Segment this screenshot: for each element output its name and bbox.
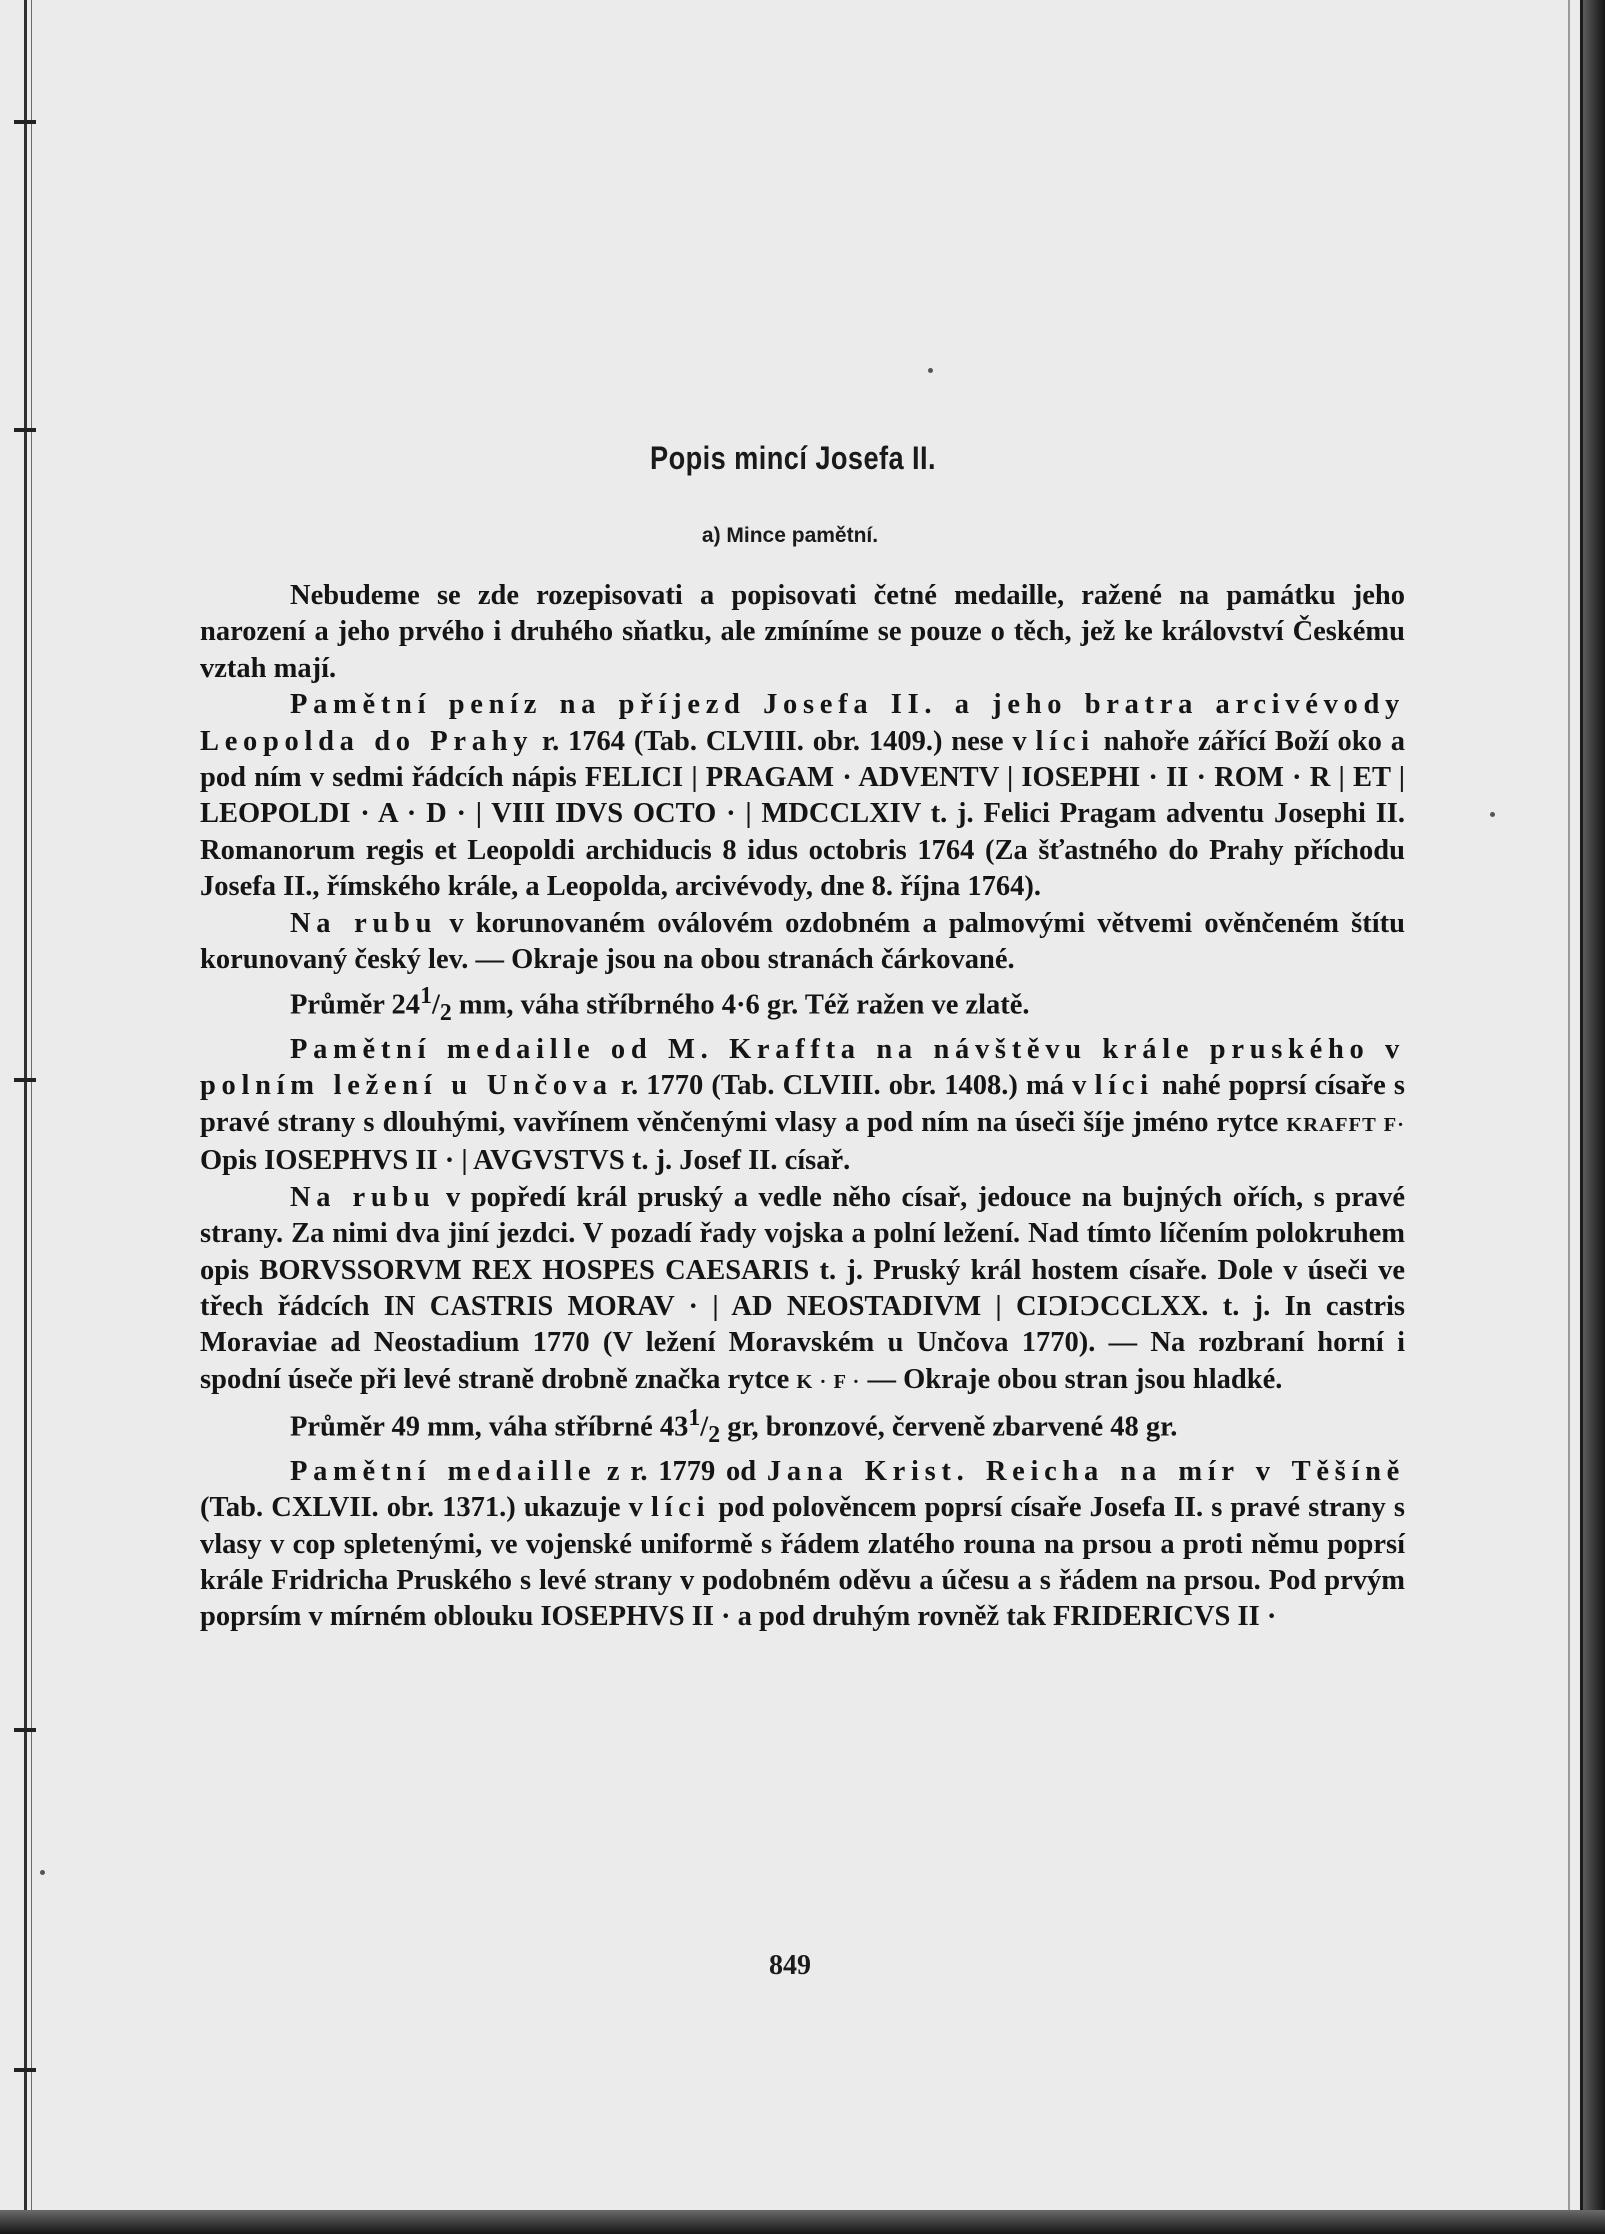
binding-edge-thin: [31, 0, 32, 2210]
paragraph-text: r. 1764 (Tab. CLVIII. obr. 1409.) nese v: [533, 725, 1036, 757]
paragraph-text: z r. 1779 od: [596, 1455, 767, 1487]
paragraph: Průměr 49 mm, váha stříbrné $43^1/_2$ gr, bronzové, červeně zbarvené 48 gr.: [290, 1405, 1178, 1449]
scan-shadow-right: [1583, 0, 1605, 2234]
spaced-heading: Pamětní medaille od M. Kraffta na návštěvu krále pruského v polním ležení u Unčova: [200, 1034, 1405, 1102]
fraction-numerator: 1: [688, 1405, 701, 1432]
paragraph-text: nahé poprsí císaře s pravé strany s dlouhými, vavřínem věnčenými vlasy a pod ním na úseči šíje jméno rytce: [200, 1070, 1405, 1138]
paragraph: [200, 1032, 1405, 1180]
page-edge: [1568, 0, 1570, 2210]
paragraph: [200, 1454, 1405, 1636]
paragraph: [200, 1180, 1405, 1400]
speck: [928, 368, 933, 373]
paragraph-text: — Okraje obou stran jsou hladké.: [860, 1363, 1283, 1395]
fraction-denominator: 2: [439, 1000, 452, 1027]
body-text: [200, 578, 1405, 1636]
paragraph: Nebudeme se zde rozepisovati a popisovati četné medaille, ražené na památku jeho narození a jeho prvého i druhého sňatku, ale zmíníme se pouze o těch, jež ke království Českému vztah mají.: [200, 580, 1405, 684]
margin-mark: [14, 120, 36, 124]
paragraph-text: mm, váha stříbrného 4·6 gr. Též ražen ve zlatě.: [451, 989, 1030, 1021]
paragraph-text: Průměr 24: [290, 989, 421, 1021]
paragraph-text: nahoře zářící Boží oko a pod ním v sedmi řádcích nápis FELICI | PRAGAM · ADVENTV | IOSEPHI · II · ROM · R | ET | LEOPOLDI · A · D · | VIII IDVS OCTO · | MDCCLXIV t. j. Felici Pragam adventu Josephi II. Romanorum regis et Leopoldi archiducis 8 idus octobris 1764 (Za šťastného do Prahy příchodu Josefa II., římského krále, a Leopolda, arcivévody, dne 8. října 1764).: [200, 725, 1406, 903]
section-heading: a) Mince pamětní.: [701, 524, 879, 547]
fraction-numerator: 1: [420, 983, 432, 1010]
spaced-heading: Na rubu: [290, 907, 438, 939]
paragraph-text: v korunovaném oválovém ozdobném a palmovými větvemi ověnčeném štítu korunovaný český lev. — Okraje jsou na obou stranách čárkované.: [200, 907, 1406, 976]
engraver-mark: KRAFFT F·: [1286, 1113, 1405, 1136]
paragraph-text: gr, bronzové, červeně zbarvené 48 gr.: [720, 1411, 1178, 1443]
spaced-heading: Na rubu: [290, 1181, 436, 1213]
paragraph: [200, 687, 1405, 905]
spaced-word: líci: [1094, 1070, 1154, 1102]
margin-mark: [14, 428, 36, 432]
page-number: 849: [769, 1950, 811, 1981]
fraction-denominator: 2: [708, 1422, 721, 1449]
margin-mark: [14, 1728, 36, 1732]
spaced-word: líci: [651, 1492, 711, 1524]
paragraph-text: r. 1770 (Tab. CLVIII. obr. 1408.) má v: [612, 1070, 1095, 1102]
paragraph-text: pod polověncem poprsí císaře Josefa II. s pravé strany s vlasy v cop spletenými, ve vojenské uniformě s řádem zlatého rouna na prsou a proti němu poprsí krále Fridricha Pruského s levé strany v podobném oděvu a účesu a s řádem na prsou. Pod prvým poprsím v mírném oblouku IOSEPHVS II · a pod druhým rovněž tak FRIDERICVS II ·: [200, 1492, 1405, 1633]
margin-mark: [14, 2068, 36, 2072]
binding-edge: [24, 0, 27, 2210]
page-title: Popis mincí Josefa II.: [650, 440, 936, 476]
paragraph: [200, 906, 1405, 979]
engraver-mark: K · F ·: [796, 1370, 861, 1393]
scan-shadow-bottom: [0, 2210, 1605, 2234]
paragraph: Průměr $24^1/_2$ mm, váha stříbrného 4·6 gr. Též ražen ve zlatě.: [290, 983, 1030, 1027]
margin-mark: [14, 1078, 36, 1082]
spaced-heading: Pamětní peníz na příjezd Josefa II. a jeho bratra arcivévody Leopolda do Prahy: [200, 689, 1405, 757]
paragraph-text: (Tab. CXLVII. obr. 1371.) ukazuje v: [200, 1492, 652, 1524]
spaced-word: líci: [1035, 725, 1095, 757]
paragraph-text: Průměr 49 mm, váha stříbrné 43: [290, 1411, 689, 1443]
paragraph-text: v popředí král pruský a vedle něho císař, jedouce na bujných ořích, s pravé strany. Za nimi dva jiní jezdci. V pozadí řady vojska a polní ležení. Nad tímto líčením polokruhem opis BORVSSORVM REX HOSPES CAESARIS t. j. Pruský král hostem císaře. Dole v úseči ve třech řádcích IN CASTRIS MORAV · | AD NEOSTADIVM | CIϽIϽCCLXX. t. j. In castris Moraviae ad Neostadium 1770 (V ležení Moravském u Unčova 1770). — Na rozbraní horní i spodní úseče při levé straně drobně značka rytce: [200, 1181, 1405, 1395]
paragraph-text: Opis IOSEPHVS II · | AVGVSTVS t. j. Josef II. císař.: [200, 1145, 851, 1177]
spaced-heading: Pamětní medaille: [290, 1455, 597, 1487]
spaced-heading: Jana Krist. Reicha na mír v Těšíně: [766, 1455, 1405, 1487]
speck: [1490, 812, 1495, 817]
speck: [40, 1870, 45, 1875]
